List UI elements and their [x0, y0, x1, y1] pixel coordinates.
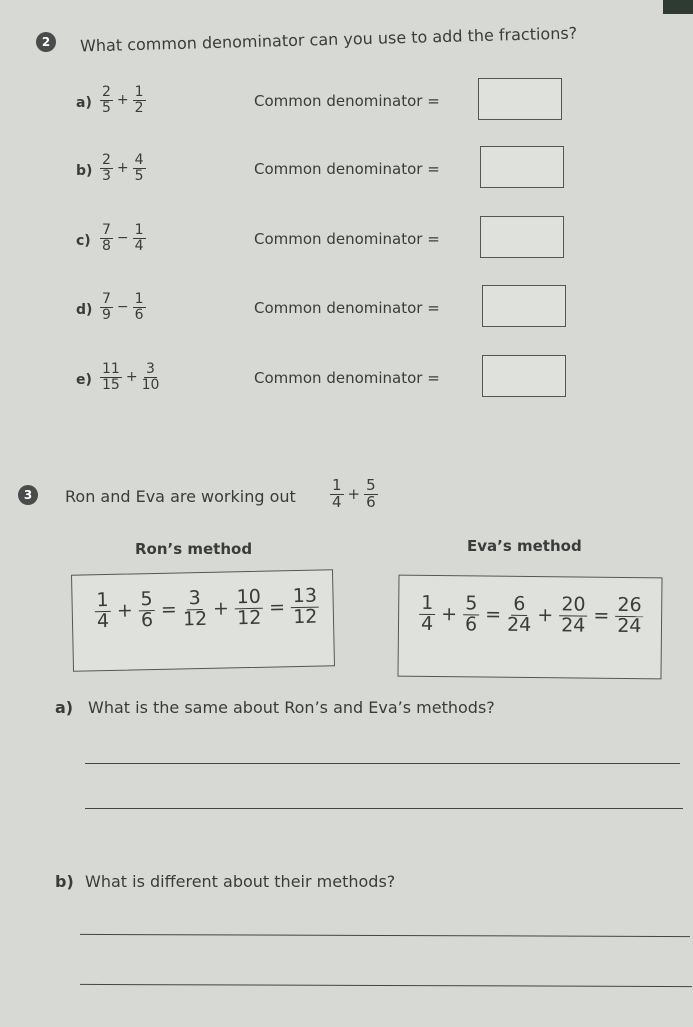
ron-method-title: Ron’s method: [135, 540, 253, 558]
answer-label: Common denominator =: [254, 230, 440, 248]
denominator: 4: [332, 492, 342, 511]
fraction: [133, 85, 146, 115]
part-b-label: b): [55, 872, 74, 891]
part-label: e): [76, 372, 92, 388]
question-number-badge: 3: [18, 485, 38, 505]
numerator: 2: [102, 84, 111, 100]
part-a-label: a): [55, 698, 74, 717]
fraction: [419, 591, 436, 635]
denominator: 6: [140, 608, 154, 632]
denominator: 12: [236, 606, 262, 630]
fraction: [291, 584, 320, 629]
numerator: 1: [134, 84, 144, 100]
operator-symbol: +: [347, 485, 361, 504]
answer-line[interactable]: [85, 763, 680, 764]
answer-box[interactable]: [478, 78, 562, 120]
part-label: b): [76, 163, 93, 179]
numerator: 13: [291, 587, 320, 609]
answer-box[interactable]: [480, 146, 564, 188]
numerator: 26: [615, 596, 643, 617]
question-3-expression: [330, 478, 378, 511]
fraction: [133, 223, 146, 253]
operator-symbol: +: [125, 369, 138, 386]
fraction: [364, 478, 378, 511]
operator-symbol: +: [116, 160, 129, 177]
operator-symbol: +: [537, 604, 554, 627]
answer-line[interactable]: [80, 934, 690, 937]
fraction-expression: [100, 223, 146, 253]
part-a-question: What is the same about Ron’s and Eva’s methods?: [88, 698, 495, 717]
denominator: 4: [420, 612, 434, 635]
operator-symbol: +: [116, 92, 129, 109]
fraction: [463, 594, 480, 635]
answer-box[interactable]: [480, 216, 564, 258]
part-label: c): [76, 233, 91, 249]
fraction: [100, 153, 113, 183]
fraction: [133, 292, 146, 322]
numerator: 1: [134, 222, 144, 238]
part-label: a): [76, 95, 92, 111]
question-2-text: What common denominator can you use to add the fractions?: [79, 23, 578, 56]
numerator: 3: [146, 361, 155, 377]
fraction: [506, 592, 532, 636]
answer-label: Common denominator =: [254, 92, 440, 110]
answer-line[interactable]: [85, 808, 683, 809]
question-3-text: Ron and Eva are working out: [65, 487, 296, 506]
operator-symbol: −: [116, 230, 129, 247]
fraction: [182, 589, 207, 630]
fraction: [133, 153, 146, 183]
fraction-expression: [100, 85, 146, 115]
part-b-question: What is different about their methods?: [85, 872, 396, 891]
fraction-expression: [100, 153, 146, 183]
numerator: 5: [366, 476, 376, 494]
operator-symbol: =: [268, 596, 286, 620]
numerator: 1: [332, 476, 342, 494]
eva-method-box: [397, 575, 662, 680]
answer-line[interactable]: [80, 984, 692, 987]
fraction: [142, 362, 160, 392]
fraction: [615, 593, 644, 638]
answer-label: Common denominator =: [254, 160, 440, 178]
denominator: 5: [102, 99, 111, 116]
denominator: 6: [134, 306, 144, 323]
fraction: [138, 590, 155, 631]
numerator: 1: [94, 591, 111, 612]
numerator: 20: [559, 595, 587, 616]
denominator: 6: [366, 492, 376, 511]
numerator: 11: [102, 361, 120, 377]
operator-symbol: =: [160, 598, 178, 622]
numerator: 2: [102, 152, 111, 168]
denominator: 3: [102, 167, 111, 184]
denominator: 5: [134, 167, 144, 184]
denominator: 12: [292, 605, 318, 629]
answer-box[interactable]: [482, 355, 566, 397]
numerator: 4: [134, 152, 144, 168]
denominator: 4: [134, 237, 144, 254]
denominator: 9: [102, 306, 111, 323]
background-edge: [663, 0, 693, 14]
operator-symbol: +: [116, 599, 134, 623]
operator-symbol: +: [441, 603, 458, 626]
denominator: 2: [134, 99, 144, 116]
numerator: 7: [102, 291, 111, 307]
denominator: 24: [506, 613, 532, 636]
fraction: [234, 585, 263, 630]
operator-symbol: +: [212, 597, 230, 621]
fraction: [559, 595, 588, 636]
answer-box[interactable]: [482, 285, 566, 327]
numerator: 1: [134, 291, 144, 307]
fraction: [100, 362, 122, 392]
denominator: 6: [464, 613, 478, 636]
part-label: d): [76, 302, 93, 318]
numerator: 7: [102, 222, 111, 238]
numerator: 6: [511, 595, 527, 616]
denominator: 10: [141, 376, 160, 393]
operator-symbol: =: [485, 603, 502, 627]
numerator: 10: [234, 588, 263, 610]
answer-label: Common denominator =: [254, 369, 440, 387]
denominator: 15: [102, 376, 120, 393]
fraction: [100, 223, 113, 253]
operator-symbol: −: [116, 299, 129, 316]
question-number-badge: 2: [36, 32, 56, 52]
numerator: 1: [419, 594, 435, 615]
fraction: [94, 588, 111, 633]
fraction: [100, 292, 113, 322]
denominator: 4: [96, 609, 110, 633]
denominator: 8: [102, 237, 111, 254]
numerator: 3: [186, 589, 203, 610]
operator-symbol: =: [593, 605, 610, 628]
denominator: 24: [617, 614, 642, 638]
fraction: [330, 478, 344, 511]
numerator: 5: [463, 594, 479, 615]
fraction-expression: [100, 362, 159, 392]
ron-method-box: [71, 569, 335, 671]
denominator: 12: [182, 607, 208, 631]
answer-label: Common denominator =: [254, 299, 440, 317]
fraction: [100, 85, 113, 115]
fraction-expression: [100, 292, 146, 322]
numerator: 5: [138, 590, 155, 611]
eva-method-title: Eva’s method: [467, 537, 582, 555]
denominator: 24: [561, 614, 586, 637]
